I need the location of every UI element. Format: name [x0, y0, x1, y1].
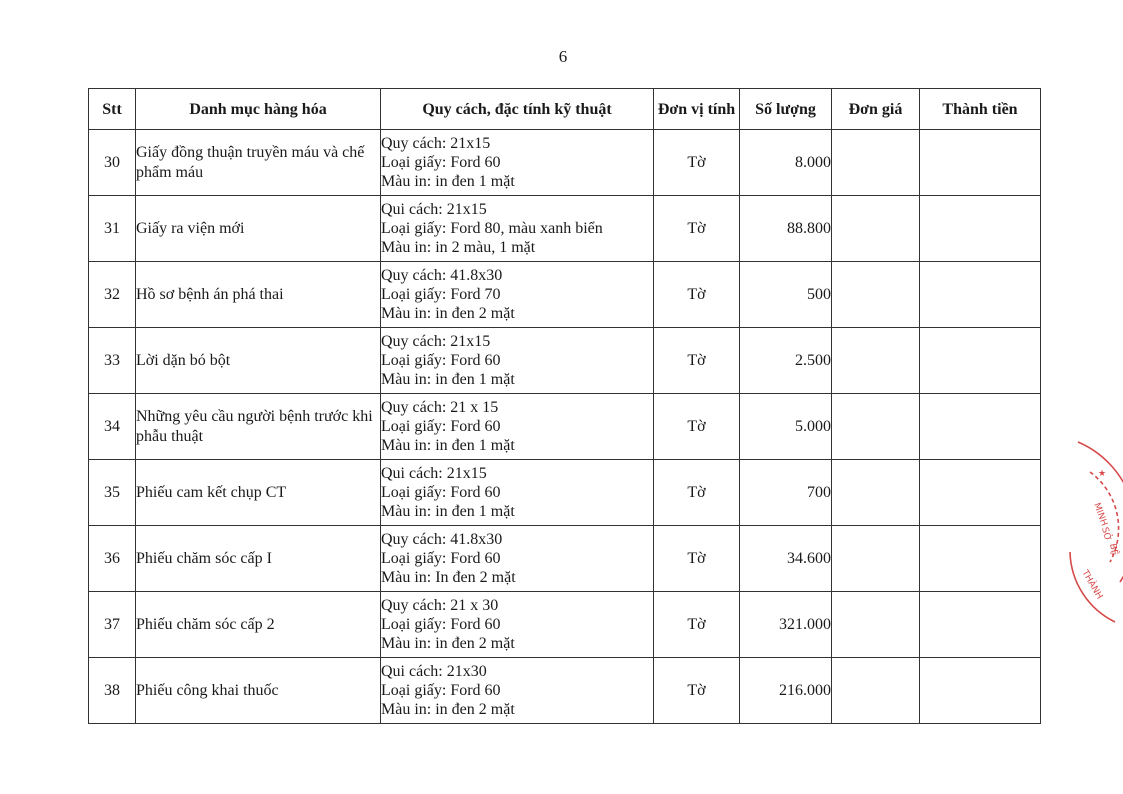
row-total	[920, 526, 1041, 592]
row-quantity: 700	[740, 460, 832, 526]
row-unit-price	[832, 262, 920, 328]
spec-line: Qui cách: 21x15	[381, 201, 487, 218]
header-name: Danh mục hàng hóa	[136, 89, 381, 130]
row-stt: 36	[89, 526, 136, 592]
row-item-name: Phiếu chăm sóc cấp 2	[136, 592, 381, 658]
row-unit: Tờ	[654, 658, 740, 724]
spec-line: Quy cách: 21x15	[381, 333, 491, 350]
row-stt: 34	[89, 394, 136, 460]
spec-line: Loại giấy: Ford 70	[381, 286, 501, 303]
row-total	[920, 394, 1041, 460]
spec-line: Màu in: in đen 1 mặt	[381, 371, 515, 388]
header-stt: Stt	[89, 89, 136, 130]
spec-line: Màu in: in đen 1 mặt	[381, 437, 515, 454]
header-unit: Đơn vị tính	[654, 89, 740, 130]
header-spec: Quy cách, đặc tính kỹ thuật	[381, 89, 654, 130]
row-quantity: 88.800	[740, 196, 832, 262]
row-total	[920, 262, 1041, 328]
row-stt: 37	[89, 592, 136, 658]
row-stt: 38	[89, 658, 136, 724]
spec-line: Loại giấy: Ford 60	[381, 484, 501, 501]
spec-line: Màu in: In đen 2 mặt	[381, 569, 516, 586]
row-quantity: 2.500	[740, 328, 832, 394]
row-unit: Tờ	[654, 328, 740, 394]
row-quantity: 34.600	[740, 526, 832, 592]
row-stt: 31	[89, 196, 136, 262]
row-unit-price	[832, 328, 920, 394]
spec-line: Màu in: in đen 2 mặt	[381, 305, 515, 322]
row-unit-price	[832, 526, 920, 592]
spec-line: Loại giấy: Ford 60	[381, 682, 501, 699]
row-total	[920, 130, 1041, 196]
spec-line: Loại giấy: Ford 60	[381, 550, 501, 567]
red-seal-stamp	[1060, 432, 1123, 632]
spec-line: Loại giấy: Ford 80, màu xanh biển	[381, 220, 603, 237]
row-stt: 35	[89, 460, 136, 526]
spec-line: Quy cách: 21 x 15	[381, 399, 499, 416]
row-item-name: Lời dặn bó bột	[136, 328, 381, 394]
header-qty: Số lượng	[740, 89, 832, 130]
row-quantity: 5.000	[740, 394, 832, 460]
table-row	[89, 658, 1041, 724]
spec-line: Quy cách: 21 x 30	[381, 597, 499, 614]
row-spec	[381, 460, 654, 526]
row-spec	[381, 658, 654, 724]
spec-line: Màu in: in đen 2 mặt	[381, 701, 515, 718]
row-quantity: 8.000	[740, 130, 832, 196]
row-unit-price	[832, 130, 920, 196]
row-quantity: 216.000	[740, 658, 832, 724]
svg-text:SỞ: SỞ	[1099, 526, 1113, 543]
row-unit-price	[832, 460, 920, 526]
row-unit: Tờ	[654, 394, 740, 460]
spec-line: Loại giấy: Ford 60	[381, 154, 501, 171]
row-item-name: Giấy ra viện mới	[136, 196, 381, 262]
page-number: 6	[558, 47, 568, 66]
row-unit: Tờ	[654, 526, 740, 592]
row-item-name: Giấy đồng thuận truyền máu và chế phẩm máu	[136, 130, 381, 196]
row-unit-price	[832, 196, 920, 262]
row-stt: 32	[89, 262, 136, 328]
row-unit-price	[832, 394, 920, 460]
spec-line: Quy cách: 41.8x30	[381, 531, 503, 548]
svg-text:MINH: MINH	[1091, 501, 1109, 528]
table-row	[89, 262, 1041, 328]
header-price: Đơn giá	[832, 89, 920, 130]
row-total	[920, 592, 1041, 658]
row-unit: Tờ	[654, 592, 740, 658]
spec-line: Màu in: in đen 2 mặt	[381, 635, 515, 652]
row-spec	[381, 394, 654, 460]
table-row	[89, 592, 1041, 658]
row-unit: Tờ	[654, 196, 740, 262]
spec-line: Màu in: in đen 1 mặt	[381, 503, 515, 520]
goods-table	[88, 88, 1041, 724]
row-unit: Tờ	[654, 130, 740, 196]
row-stt: 30	[89, 130, 136, 196]
row-item-name: Phiếu chăm sóc cấp I	[136, 526, 381, 592]
row-item-name: Những yêu cầu người bệnh trước khi phẫu thuật	[136, 394, 381, 460]
spec-line: Quy cách: 21x15	[381, 135, 491, 152]
row-quantity: 500	[740, 262, 832, 328]
table-row	[89, 460, 1041, 526]
row-unit-price	[832, 592, 920, 658]
row-total	[920, 658, 1041, 724]
row-item-name: Hồ sơ bệnh án phá thai	[136, 262, 381, 328]
spec-line: Qui cách: 21x15	[381, 465, 487, 482]
row-spec	[381, 592, 654, 658]
spec-line: Quy cách: 41.8x30	[381, 267, 503, 284]
table-row	[89, 526, 1041, 592]
row-total	[920, 328, 1041, 394]
spec-line: Loại giấy: Ford 60	[381, 418, 501, 435]
table-body	[89, 130, 1041, 724]
row-unit-price	[832, 658, 920, 724]
header-total: Thành tiền	[920, 89, 1041, 130]
table-row	[89, 130, 1041, 196]
table-row	[89, 394, 1041, 460]
row-spec	[381, 526, 654, 592]
row-unit: Tờ	[654, 460, 740, 526]
spec-line: Màu in: in đen 1 mặt	[381, 173, 515, 190]
svg-text:THÀNH: THÀNH	[1079, 568, 1105, 602]
row-spec	[381, 262, 654, 328]
row-total	[920, 196, 1041, 262]
svg-text:★: ★	[1098, 469, 1107, 479]
row-item-name: Phiếu công khai thuốc	[136, 658, 381, 724]
row-stt: 33	[89, 328, 136, 394]
spec-line: Màu in: in 2 màu, 1 mặt	[381, 239, 536, 256]
row-spec	[381, 130, 654, 196]
table-row	[89, 196, 1041, 262]
row-spec	[381, 196, 654, 262]
spec-line: Loại giấy: Ford 60	[381, 616, 501, 633]
row-quantity: 321.000	[740, 592, 832, 658]
spec-line: Qui cách: 21x30	[381, 663, 487, 680]
table-row	[89, 328, 1041, 394]
row-item-name: Phiếu cam kết chụp CT	[136, 460, 381, 526]
row-spec	[381, 328, 654, 394]
table-header-row	[89, 89, 1041, 130]
spec-line: Loại giấy: Ford 60	[381, 352, 501, 369]
row-unit: Tờ	[654, 262, 740, 328]
svg-text:BỆ: BỆ	[1107, 542, 1119, 557]
row-total	[920, 460, 1041, 526]
